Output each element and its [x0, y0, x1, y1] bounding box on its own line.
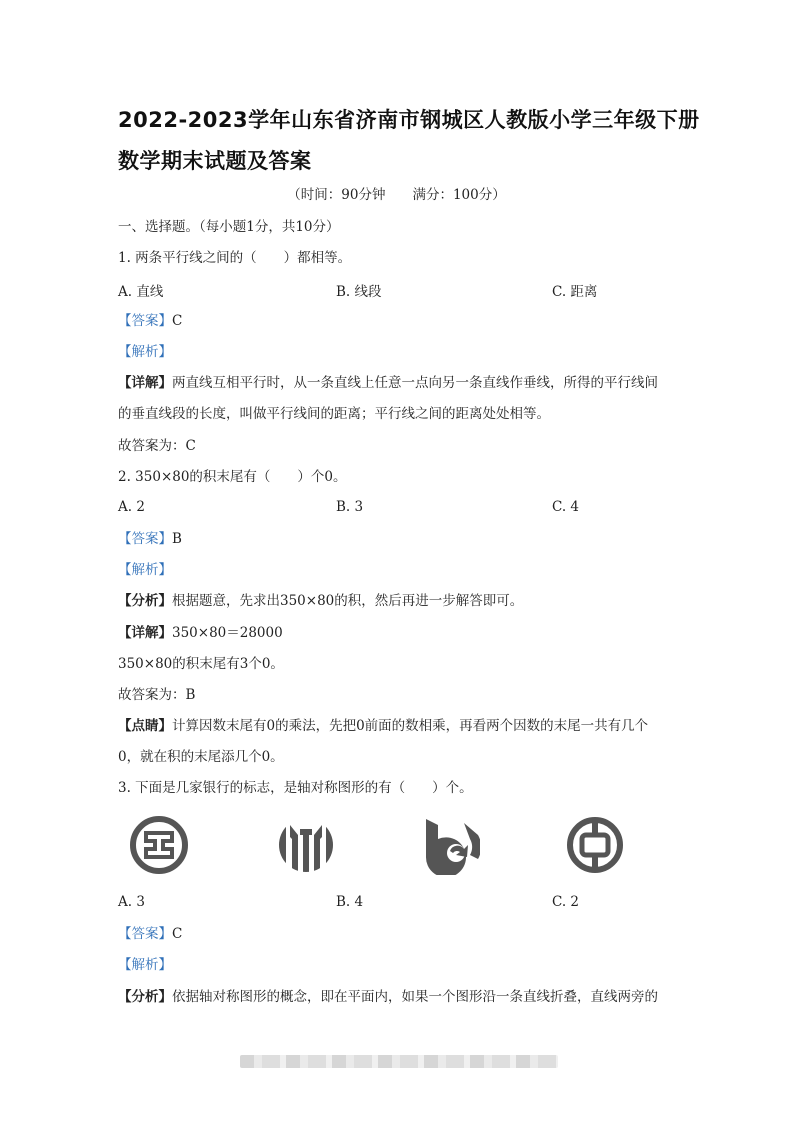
- answer-value: C: [172, 313, 183, 329]
- q1-answer: [118, 312, 182, 330]
- q1-conclusion: 故答案为：C: [118, 438, 196, 454]
- q3-option-c: C. 2: [552, 894, 580, 910]
- q3-fenxi: [118, 988, 658, 1006]
- doc-title-line2: 数学期末试题及答案: [118, 149, 312, 173]
- bank-of-china-logo-icon: [565, 815, 625, 875]
- question-3-stem: 3. 下面是几家银行的标志，是轴对称图形的有（ ）个。: [118, 780, 473, 796]
- q2-conclusion: 故答案为：B: [118, 687, 196, 703]
- section-heading: 一、选择题。（每小题1分，共10分）: [118, 219, 340, 235]
- q2-tip-line1: [118, 717, 648, 735]
- answer-tag: 【答案】: [118, 313, 172, 329]
- tip-tag: 【点睛】: [118, 718, 172, 734]
- q2-option-b: B. 3: [336, 499, 364, 515]
- blurred-footer: [240, 1055, 558, 1068]
- answer-value: C: [172, 926, 183, 942]
- citic-logo-icon: [276, 815, 336, 875]
- fenxi-tag: 【分析】: [118, 989, 172, 1005]
- q1-option-b: B. 线段: [336, 284, 382, 300]
- q2-analysis-tag: 【解析】: [118, 562, 172, 578]
- answer-value: B: [172, 531, 182, 547]
- q1-option-c: C. 距离: [552, 284, 598, 300]
- q2-fenxi: [118, 592, 523, 610]
- q2-option-c: C. 4: [552, 499, 580, 515]
- q3-option-a: A. 3: [118, 894, 145, 910]
- doc-title-line1: 2022-2023学年山东省济南市钢城区人教版小学三年级下册: [118, 108, 700, 132]
- answer-tag: 【答案】: [118, 531, 172, 547]
- detail-text: 350×80＝28000: [172, 625, 283, 641]
- detail-tag: 【详解】: [118, 625, 172, 641]
- bank-of-communications-logo-icon: [420, 815, 480, 875]
- q1-detail-line2: 的垂直线段的长度，叫做平行线间的距离；平行线之间的距离处处相等。: [118, 406, 550, 422]
- detail-text: 两直线互相平行时，从一条直线上任意一点向另一条直线作垂线，所得的平行线间: [172, 375, 658, 391]
- q3-analysis-tag: 【解析】: [118, 957, 172, 973]
- q2-option-a: A. 2: [118, 499, 145, 515]
- fenxi-tag: 【分析】: [118, 593, 172, 609]
- question-2-stem: 2. 350×80的积末尾有（ ）个0。: [118, 469, 347, 485]
- detail-tag: 【详解】: [118, 375, 172, 391]
- time-info: （时间：90分钟 满分：100分）: [287, 187, 506, 203]
- q1-analysis-tag: 【解析】: [118, 344, 172, 360]
- question-1-stem: 1. 两条平行线之间的（ ）都相等。: [118, 250, 352, 266]
- fenxi-text: 依据轴对称图形的概念，即在平面内，如果一个图形沿一条直线折叠，直线两旁的: [172, 989, 658, 1005]
- q3-answer: [118, 925, 182, 943]
- q1-detail-line1: [118, 374, 658, 392]
- q2-tip-line2: 0，就在积的末尾添几个0。: [118, 749, 284, 765]
- q2-answer: [118, 530, 182, 548]
- answer-tag: 【答案】: [118, 926, 172, 942]
- q3-option-b: B. 4: [336, 894, 364, 910]
- q1-option-a: A. 直线: [118, 284, 164, 300]
- q2-detail-line2: 350×80的积末尾有3个0。: [118, 656, 284, 672]
- tip-text: 计算因数末尾有0的乘法，先把0前面的数相乘，再看两个因数的末尾一共有几个: [172, 718, 649, 734]
- fenxi-text: 根据题意，先求出350×80的积，然后再进一步解答即可。: [172, 593, 524, 609]
- q2-detail: [118, 624, 283, 642]
- icbc-logo-icon: [129, 815, 189, 875]
